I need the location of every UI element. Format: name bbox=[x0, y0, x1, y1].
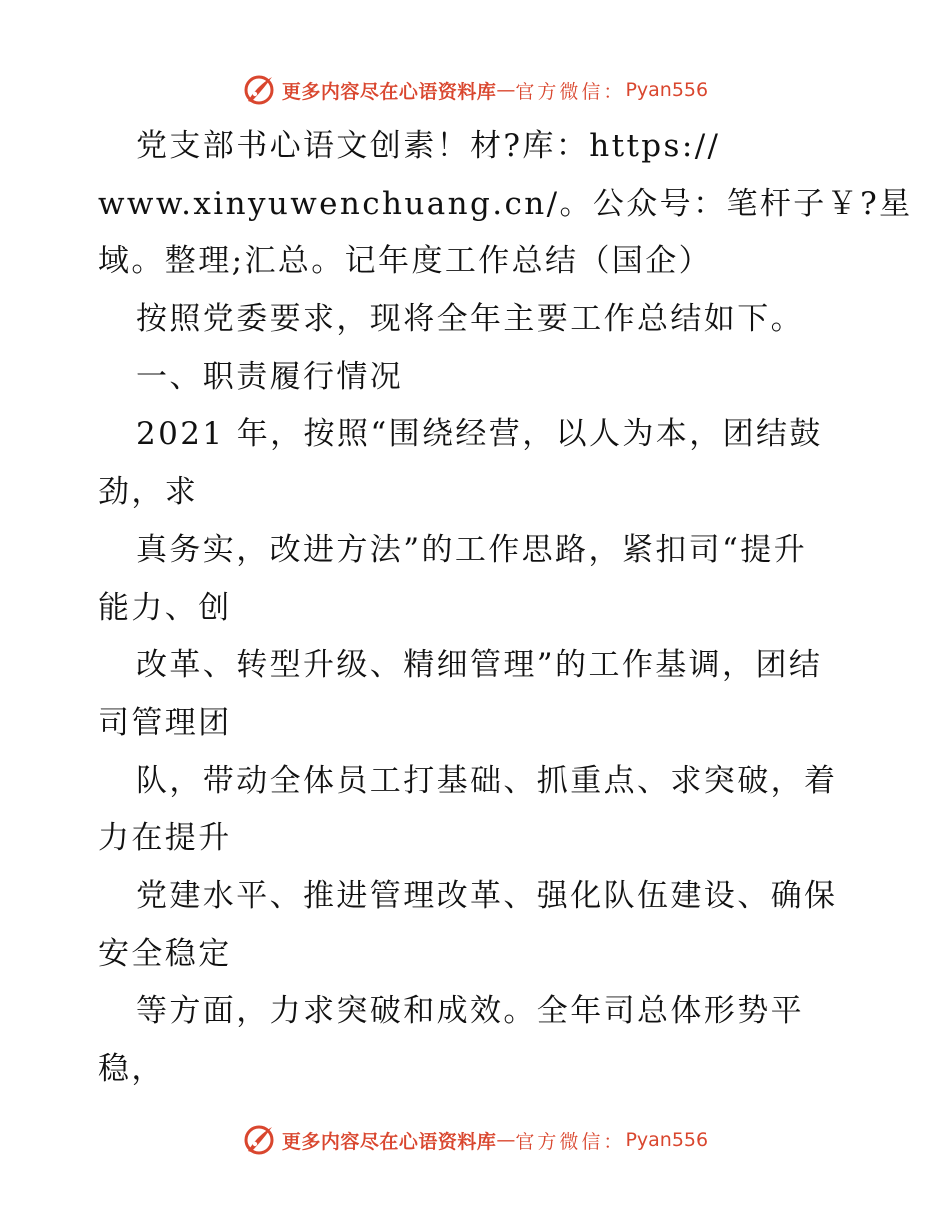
text-line: 一、职责履行情况 bbox=[136, 358, 404, 395]
text-line: 按照党委要求，现将全年主要工作总结如下。 bbox=[136, 301, 804, 338]
text-line: 改革、转型升级、精细管理”的工作基调，团结 bbox=[136, 647, 823, 684]
footer-banner bbox=[0, 1120, 950, 1160]
banner-label: 官方微信： bbox=[515, 80, 626, 103]
text-line: 队，带动全体员工打基础、抓重点、求突破，着 bbox=[136, 762, 838, 799]
text-line: 安全稳定 bbox=[98, 935, 232, 972]
text-line: 稳， bbox=[98, 1051, 165, 1087]
header-banner bbox=[0, 70, 950, 110]
banner-wechat-id: Pyan556 bbox=[625, 79, 709, 101]
text-line: 域。整理;汇总。记年度工作总结（国企） bbox=[98, 243, 713, 280]
text-line: 2021 年，按照“围绕经营，以人为本，团结鼓 bbox=[136, 416, 823, 453]
text-line: www.xinyuwenchuang.cn/。公众号：笔杆子￥?星 bbox=[98, 185, 913, 222]
document-body bbox=[98, 118, 913, 1099]
text-line: 劲，求 bbox=[98, 474, 199, 511]
text-line: 党支部书心语文创素！材?库：https:// bbox=[136, 128, 721, 164]
banner-wechat-id: Pyan556 bbox=[625, 1129, 709, 1151]
quill-logo-icon bbox=[242, 73, 276, 107]
banner-label: 官方微信： bbox=[515, 1130, 626, 1153]
text-line: 司管理团 bbox=[98, 704, 232, 741]
text-line: 真务实，改进方法”的工作思路，紧扣司“提升 bbox=[136, 531, 808, 568]
text-line: 等方面，力求突破和成效。全年司总体形势平 bbox=[136, 993, 804, 1030]
banner-dash: — bbox=[496, 79, 516, 101]
quill-logo-icon bbox=[242, 1123, 276, 1157]
text-line: 力在提升 bbox=[98, 820, 232, 857]
banner-main-text: 更多内容尽在心语资料库 bbox=[281, 1130, 497, 1153]
banner-main-text: 更多内容尽在心语资料库 bbox=[281, 80, 497, 103]
text-line: 党建水平、推进管理改革、强化队伍建设、确保 bbox=[136, 877, 838, 914]
text-line: 能力、创 bbox=[98, 589, 232, 626]
banner-dash: — bbox=[496, 1129, 516, 1151]
